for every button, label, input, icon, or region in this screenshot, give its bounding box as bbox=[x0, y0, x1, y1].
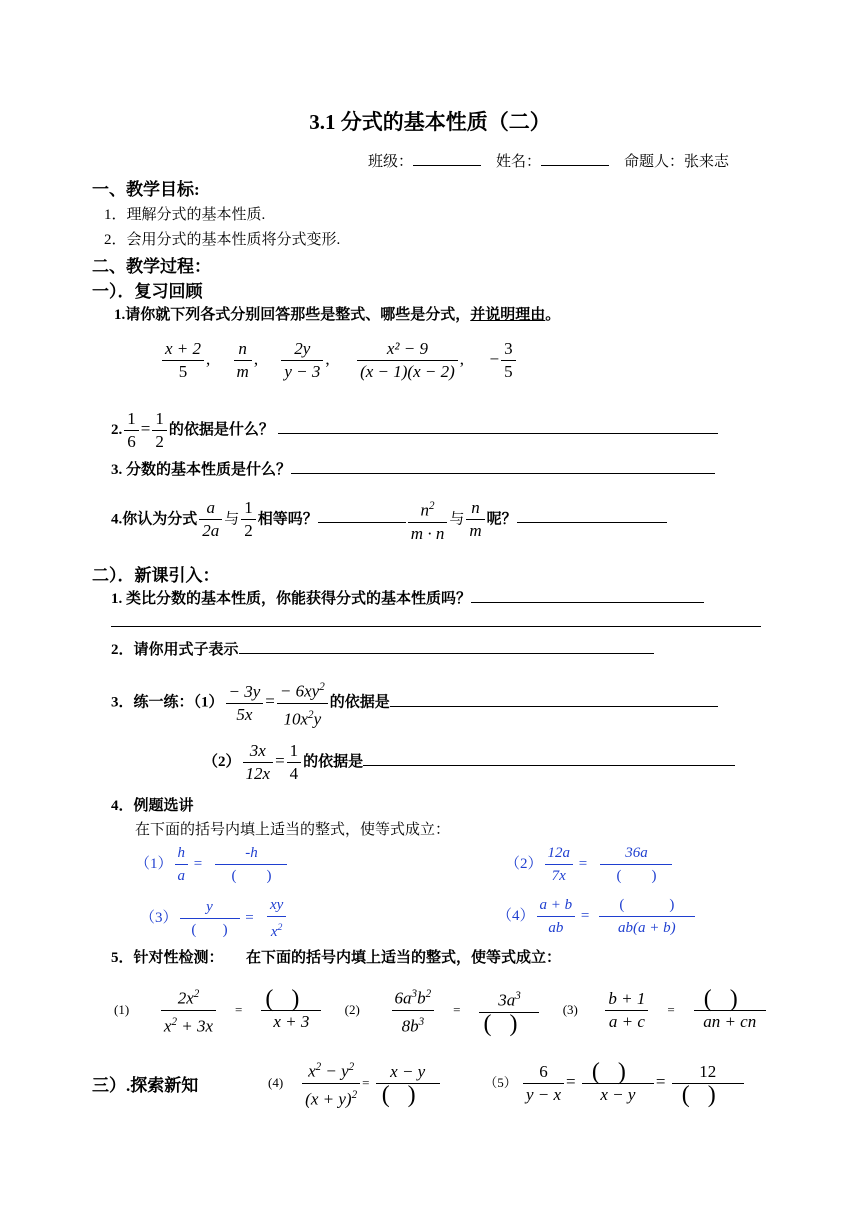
header-info bbox=[368, 150, 729, 171]
class-label: 班级： bbox=[368, 154, 414, 170]
author-text: 命题人：张来志 bbox=[624, 154, 730, 170]
intro-q3-1-blank[interactable] bbox=[390, 704, 718, 707]
intro-q3-2-blank[interactable] bbox=[363, 763, 735, 766]
intro-q2: 2．请你用式子表示 bbox=[111, 638, 654, 659]
section-heading-review: 一）．复习回顾 bbox=[92, 282, 203, 301]
name-label: 姓名： bbox=[496, 154, 542, 170]
example-1: （1） $\frac{h}{a}$ = $\frac{-h}{( )}$ bbox=[135, 842, 289, 887]
intro-q3-2: （2） $\frac{3x}{12x}$ = $\frac{1}{4}$ 的依据是 bbox=[203, 740, 735, 785]
goal-item-1: 1．理解分式的基本性质. bbox=[104, 207, 266, 223]
review-q3-blank[interactable] bbox=[291, 471, 715, 474]
intro-q1-blank-line-2[interactable] bbox=[111, 626, 761, 627]
check-4-blank[interactable]: () bbox=[381, 1081, 434, 1108]
intro-q4-label: 4．例题选讲 bbox=[111, 798, 194, 814]
review-q1-end: 。 bbox=[545, 307, 561, 323]
example-4: （4） $\frac{a + b}{ab}$ = $\frac{( )}{ab(a + b)}$ bbox=[497, 894, 697, 939]
intro-q2-blank[interactable] bbox=[239, 651, 654, 654]
page-title: 3.1 分式的基本性质（二） bbox=[309, 110, 551, 134]
section-heading-process: 二、教学过程： bbox=[92, 257, 211, 276]
intro-q3-1: 3．练一练：（1） $\frac{- 3y}{5x}$ = $\frac{- 6xy^2}{10x^2y}$ 的依据是 bbox=[111, 676, 718, 730]
section-heading-explore: 三）.探索新知 bbox=[92, 1076, 199, 1095]
example-3: （3） $\frac{y}{( )}$ = $\frac{xy}{x^2}$ bbox=[140, 894, 288, 943]
expr-4: $\frac{\text{x² − 9}}{(x - 1)(x - 2)}$ bbox=[357, 338, 458, 383]
review-q1-underlined: 并说明理由 bbox=[470, 307, 546, 323]
class-blank[interactable] bbox=[413, 163, 481, 166]
check-1-blank[interactable]: () bbox=[261, 988, 321, 1011]
check-2-blank[interactable]: () bbox=[483, 1010, 536, 1037]
example-2: （2） $\frac{12a}{7x}$ = $\frac{36a}{( )}$ bbox=[505, 842, 674, 887]
review-q2-blank[interactable] bbox=[278, 431, 718, 434]
review-expressions: $\frac{x + 2}{5}$ , $\frac{n}{m}$ , $\frac{2y}{y - 3}$ , $\frac{\text{x² − 9}}{(x - 1)(x - 2)}$ , − $\frac{3}{5}$ bbox=[160, 338, 518, 383]
review-q4-blank-1[interactable] bbox=[318, 520, 406, 523]
check-3-blank[interactable]: () bbox=[694, 988, 766, 1011]
goal-item-2: 2．会用分式的基本性质将分式变形. bbox=[104, 232, 341, 248]
intro-q5: 5．针对性检测： 在下面的括号内填上适当的整式，使等式成立： bbox=[111, 950, 562, 966]
intro-q4-text: 在下面的括号内填上适当的整式，使等式成立： bbox=[135, 822, 451, 838]
section-heading-intro: 二）．新课引入： bbox=[92, 566, 220, 585]
review-q1 bbox=[114, 303, 560, 324]
review-q4: 4.你认为分式 $\frac{a}{2a}$ 与 $\frac{1}{2}$ 相等吗？ $\frac{n^2}{m \cdot n}$ 与 $\frac{n}{m}$ 呢？ bbox=[111, 495, 667, 545]
check-5-blank-b[interactable]: () bbox=[681, 1081, 734, 1108]
review-q2: 2. $\frac{1}{6}$ = $\frac{1}{2}$ 的依据是什么？ bbox=[111, 408, 718, 453]
review-q1-text: 1.请你就下列各式分别回答那些是整式、哪些是分式， bbox=[114, 307, 471, 323]
expr-1: $\frac{x + 2}{5}$ bbox=[162, 338, 204, 383]
section-heading-goals: 一、教学目标: bbox=[92, 180, 200, 199]
expr-3: $\frac{2y}{y - 3}$ bbox=[281, 338, 323, 383]
expr-5: $\frac{3}{5}$ bbox=[501, 338, 516, 383]
expr-2: $\frac{n}{m}$ bbox=[234, 338, 252, 383]
name-blank[interactable] bbox=[541, 163, 609, 166]
check-row-1: (1) $\frac{2x^2}{x^2 + 3x}$ = $\frac{()}{x + 3}$ (2) $\frac{6a^3b^2}{8b^3}$ = $\frac{3a^3}{()}$ (3) $\frac{b + 1}{a + c}$ = $\frac{()}{an + cn}$ bbox=[114, 983, 768, 1037]
intro-q1-blank[interactable] bbox=[471, 600, 704, 603]
check-5-blank-a[interactable]: () bbox=[582, 1061, 654, 1084]
check-row-2: (4) $\frac{x^2 - y^2}{(x + y)^2}$ = $\frac{x - y}{()}$ （5） $\frac{6}{y - x}$ = $\frac{()}{x - y}$ = $\frac{12}{()}$ bbox=[268, 1056, 746, 1110]
intro-q1: 1. 类比分数的基本性质，你能获得分式的基本性质吗？ bbox=[111, 587, 704, 608]
review-q3: 3. 分数的基本性质是什么？ bbox=[111, 458, 715, 479]
review-q4-blank-2[interactable] bbox=[517, 520, 667, 523]
